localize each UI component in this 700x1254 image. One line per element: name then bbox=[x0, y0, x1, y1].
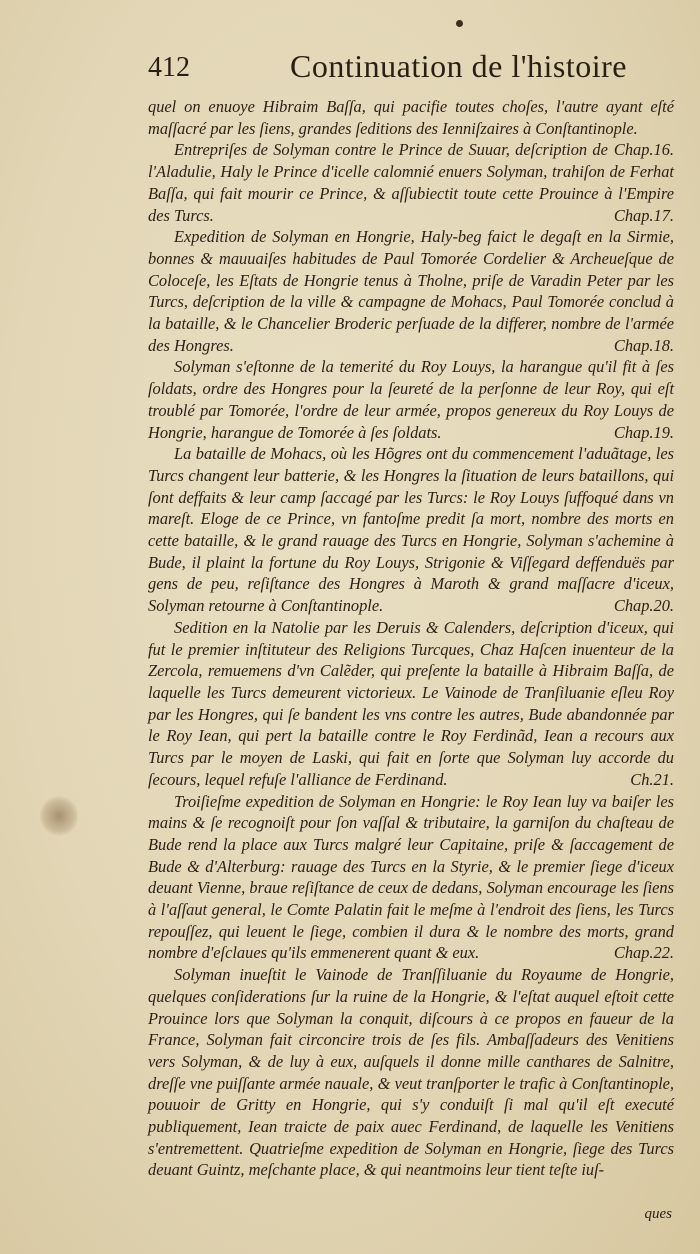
toc-entry bbox=[148, 617, 674, 791]
entry-text: Entrepriſes de Solyman contre le Prince de Suuar, deſcription de l'Aladulie, Haly le Prince d'icelle calomnié enuers Solyman, trahiſon de Ferhat Baſſa, qui fait mourir ce Prince, & aſſubiectit toute cette Prouince à l'Empire des Turcs. bbox=[148, 140, 674, 225]
chapter-ref: Ch.21. bbox=[630, 769, 674, 789]
chapter-ref: Chap.19. bbox=[613, 422, 674, 442]
toc-entry bbox=[148, 791, 674, 965]
entry-text: Solyman inueſtit le Vainode de Tranſſiluanie du Royaume de Hongrie, quelques conſiderations ſur la ruine de la Hongrie, & l'eſtat auquel eſtoit cette Prouince lors que Solyman la conquit, diſcours à ce propos en faueur de la France, Solyman fait circoncire trois de ſes fils. Ambaſſadeurs des Venitiens vers Solyman, & de luy à eux, auſquels il donne mille canthares de Salnitre, dreſſe vne puiſſante armée nauale, & veut tranſporter le trafic à Conſtantinople, pouuoir de Gritty en Hongrie, qui s'y conduiſt ſi mal qu'il eſt executé publiquement, Iean traicte de paix auec Ferdinand, de laquelle les Venitiens s'entremettent. Quatrieſme expedition de Solyman en Hongrie, ſiege des Turcs deuant Guintz, meſchante place, & qui neantmoins leur tient teſte iuſ- bbox=[148, 965, 674, 1180]
chapter-ref: Chap.17. bbox=[613, 205, 674, 225]
entry-text: Troiſieſme expedition de Solyman en Hongrie: le Roy Iean luy va baiſer les mains & ſe recognoiſt pour ſon vaſſal & tributaire, la garniſon du chaſteau de Bude rend la place aux Turcs malgré leur Capitaine, priſe & ſaccagement de Bude & d'Alterburg: rauage des Turcs en la Styrie, & le premier ſiege d'iceux deuant Vienne, braue reſiſtance de ceux de dedans, Solyman encourage les ſiens à l'aſſaut general, le Comte Palatin fait le meſme à l'endroit des ſiens, les Turcs repouſſez, qui leuent le ſiege, combien il dura & le nombre des morts, grand nombre d'eſclaues qu'ils emmenerent quant & eux. bbox=[148, 791, 674, 963]
toc-entry bbox=[148, 443, 674, 617]
ink-spot bbox=[456, 20, 463, 27]
toc-entry bbox=[148, 226, 674, 356]
running-title: Continuation de l'histoire bbox=[290, 48, 627, 84]
chapter-ref: Chap.20. bbox=[613, 596, 674, 616]
toc-entry bbox=[148, 96, 674, 160]
entry-text: quel on enuoye Hibraim Baſſa, qui pacifie toutes choſes, l'autre ayant eſté maſſacré par les ſiens, grandes ſeditions des Ienniſzaires à Conſtantinople. bbox=[148, 97, 674, 138]
table-of-contents bbox=[148, 96, 674, 1181]
entry-text: La bataille de Mohacs, où les Hõgres ont du commencement l'aduãtage, les Turcs changent leur batterie, & les Hongres la ſituation de leurs bataillons, qui ſont deffaits & leur camp ſaccagé par les Turcs: le Roy Louys ſuffoqué dans vn mareſt. Eloge de ce Prince, vn fantoſme predit ſa mort, nombre des morts en cette bataille, & le grand rauage des Turcs en Hongrie, Solyman s'achemine à Bude, il plaint la fortune du Roy Louys, Strigonie & Viſſegard deffenduës par gens de peu, reſiſtance des Hongres à Maroth & grand maſſacre d'iceux, Solyman retourne à Conſtantinople. bbox=[148, 444, 674, 616]
entry-text: Sedition en la Natolie par les Deruis & Calenders, deſcription d'iceux, qui fut le premier inſtituteur des Religions Turcques, Chaz Haſcen inuenteur de la Zercola, remuemens d'vn Calẽder, qui preſente la bataille à Hibraim Baſſa, de laquelle les Turcs demeurent victorieux. Le Vainode de Tranſiluanie eſleu Roy par les Hongres, qui ſe bandent les vns contre les autres, Bude abandonnée par le Roy Iean, qui pert la bataille contre le Roy Ferdinãd, Iean a recours aux Turcs par le moyen de Laski, qui fait en ſorte que Solyman luy accorde du ſecours, lequel refuſe l'alliance de Ferdinand. bbox=[148, 617, 674, 789]
chapter-ref: Chap.16. bbox=[613, 140, 674, 160]
entry-text: Expedition de Solyman en Hongrie, Haly-beg faict le degaſt en la Sirmie, bonnes & mauuaiſes habitudes de Paul Tomorée Cordelier & Archeueſque de Coloceſe, les Eſtats de Hongrie tenus à Tholne, priſe de Varadin Peter par les Turcs, deſcription de la ville & campagne de Mohacs, Paul Tomorée conclud à la bataille, & le Chancelier Broderic perſuade de la differer, nombre de l'armée des Hongres. bbox=[148, 227, 674, 355]
catchword: ques bbox=[644, 1206, 672, 1222]
chapter-ref: Chap.22. bbox=[613, 943, 674, 963]
page-number: 412 bbox=[148, 52, 190, 83]
toc-entry bbox=[148, 139, 674, 226]
entry-text: Solyman s'eſtonne de la temerité du Roy Louys, la harangue qu'il fit à ſes ſoldats, ordre des Hongres pour la ſeureté de la perſonne de leur Roy, qui eſt troublé par Tomorée, l'ordre de leur armée, propos genereux du Roy Louys de Hongrie, harangue de Tomorée à ſes ſoldats. bbox=[148, 357, 674, 442]
toc-entry bbox=[148, 964, 674, 1181]
page-header bbox=[148, 48, 648, 92]
chapter-ref: Chap.18. bbox=[613, 335, 674, 355]
paper-stain bbox=[40, 796, 78, 836]
toc-entry bbox=[148, 356, 674, 443]
